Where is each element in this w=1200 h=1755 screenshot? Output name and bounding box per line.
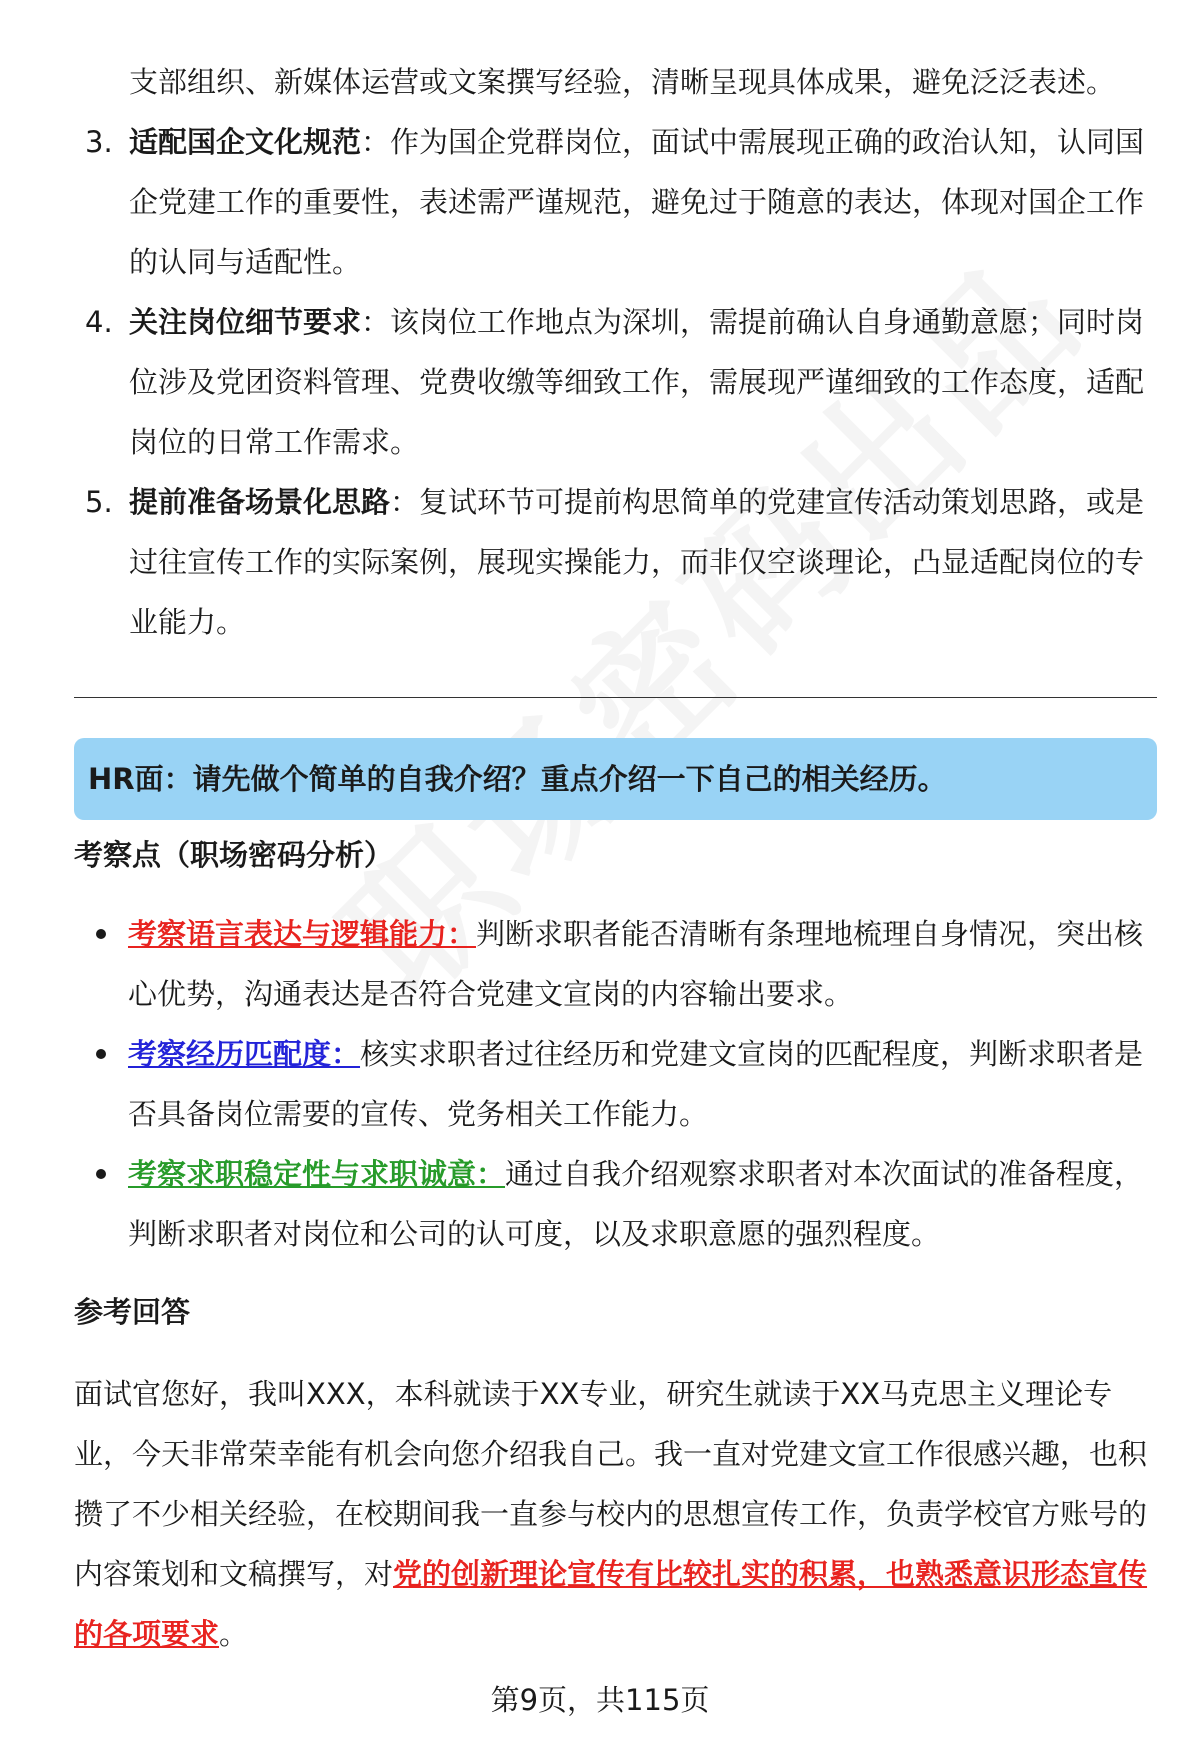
list-number: 5. bbox=[85, 485, 113, 519]
answer-highlight: 党的创新理论宣传有比较扎实的积累，也熟悉意识形态宣传的各项要求 bbox=[74, 1557, 1148, 1651]
analysis-label: 考察经历匹配度： bbox=[128, 1037, 361, 1071]
list-number: 3. bbox=[85, 125, 113, 159]
answer-heading: 参考回答 bbox=[74, 1295, 191, 1329]
answer-text: 面试官您好，我叫XXX，本科就读于XX专业，研究生就读于XX马克思主义理论专业，今天非常荣幸能有机会向您介绍我自己。我一直对党建文宣工作很感兴趣，也积攒了不少相关经验，在校期间我一直参与校内的思想宣传工作，负责学校官方账号的内容策划和文稿撰写，对 bbox=[74, 1377, 1148, 1591]
tip-text: ：复试环节可提前构思简单的党建宣传活动策划思路，或是过往宣传工作的实际案例，展现实操能力，而非仅空谈理论，凸显适配岗位的专业能力。 bbox=[129, 485, 1145, 639]
bullet-icon bbox=[96, 1049, 106, 1059]
analysis-text: 判断求职者能否清晰有条理地梳理自身情况，突出核心优势，沟通表达是否符合党建文宣岗的内容输出要求。 bbox=[128, 917, 1144, 1011]
page-number: 第9页，共115页 bbox=[490, 1683, 710, 1717]
list-item bbox=[75, 52, 1155, 112]
list-number: 4. bbox=[85, 305, 113, 339]
tip-text: 支部组织、新媒体运营或文案撰写经验，清晰呈现具体成果，避免泛泛表述。 bbox=[129, 65, 1116, 99]
section-divider bbox=[74, 697, 1157, 698]
analysis-list bbox=[74, 904, 1164, 1264]
tip-title: 提前准备场景化思路 bbox=[129, 485, 391, 519]
answer-paragraph bbox=[74, 1364, 1164, 1664]
analysis-heading: 考察点（职场密码分析） bbox=[74, 838, 394, 872]
tips-list bbox=[75, 52, 1155, 652]
analysis-label: 考察语言表达与逻辑能力： bbox=[128, 917, 477, 951]
list-item bbox=[74, 904, 1164, 1024]
bullet-icon bbox=[96, 1169, 106, 1179]
list-item bbox=[75, 472, 1155, 652]
tip-text: ：作为国企党群岗位，面试中需展现正确的政治认知，认同国企党建工作的重要性，表述需严谨规范，避免过于随意的表达，体现对国企工作的认同与适配性。 bbox=[129, 125, 1145, 279]
list-item bbox=[74, 1024, 1164, 1144]
list-item bbox=[75, 112, 1155, 292]
analysis-text: 通过自我介绍观察求职者对本次面试的准备程度，判断求职者对岗位和公司的认可度，以及求职意愿的强烈程度。 bbox=[128, 1157, 1144, 1251]
question-box: HR面：请先做个简单的自我介绍？重点介绍一下自己的相关经历。 bbox=[74, 738, 1157, 820]
tip-text: ：该岗位工作地点为深圳，需提前确认自身通勤意愿；同时岗位涉及党团资料管理、党费收缴等细致工作，需展现严谨细致的工作态度，适配岗位的日常工作需求。 bbox=[129, 305, 1145, 459]
answer-end: 。 bbox=[219, 1617, 249, 1651]
tip-title: 适配国企文化规范 bbox=[129, 125, 362, 159]
analysis-text: 核实求职者过往经历和党建文宣岗的匹配程度，判断求职者是否具备岗位需要的宣传、党务相关工作能力。 bbox=[128, 1037, 1144, 1131]
list-item bbox=[74, 1144, 1164, 1264]
bullet-icon bbox=[96, 929, 106, 939]
analysis-label: 考察求职稳定性与求职诚意： bbox=[128, 1157, 506, 1191]
tip-title: 关注岗位细节要求 bbox=[129, 305, 362, 339]
list-item bbox=[75, 292, 1155, 472]
